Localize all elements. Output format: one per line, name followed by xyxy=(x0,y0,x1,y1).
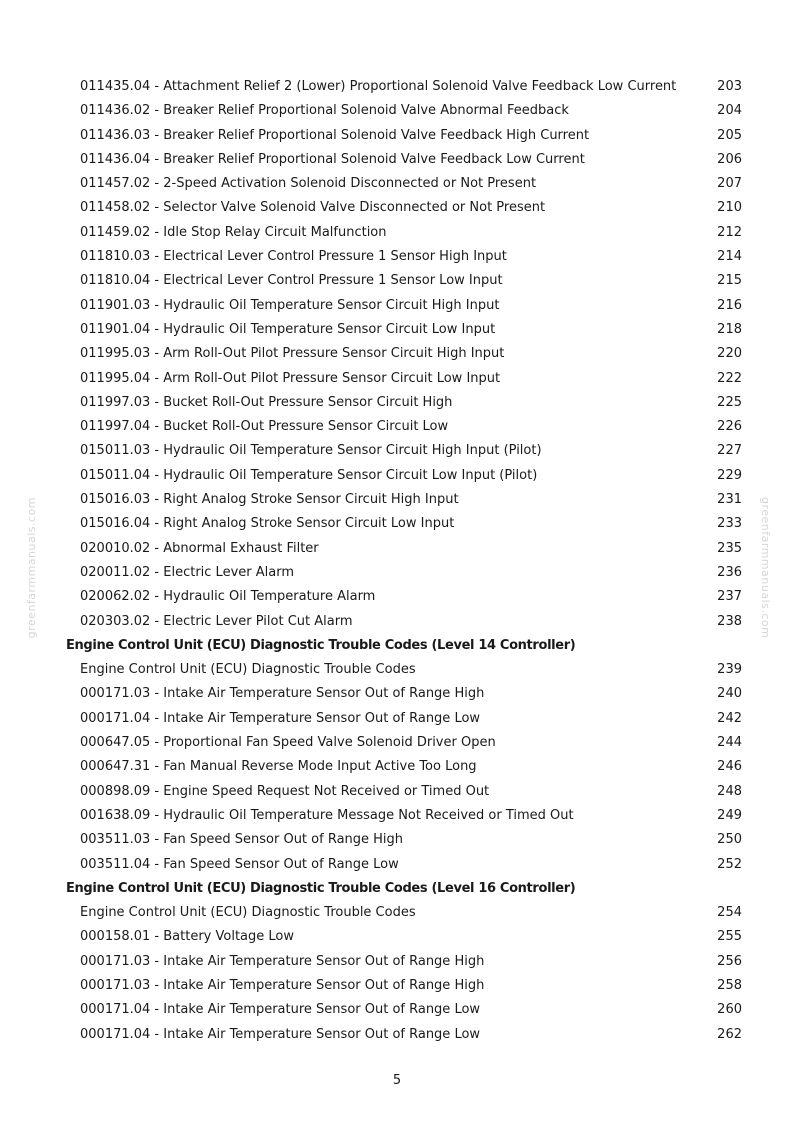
page-number: 5 xyxy=(392,1073,402,1088)
toc-entry-title: 015016.04 - Right Analog Stroke Sensor Circuit Low Input xyxy=(80,516,455,532)
toc-page-number: 222 xyxy=(717,370,742,386)
toc-entry[interactable] xyxy=(0,998,794,1022)
toc-entry-title: 000898.09 - Engine Speed Request Not Received or Timed Out xyxy=(80,783,490,799)
toc-entry[interactable] xyxy=(0,415,794,439)
toc-entry[interactable] xyxy=(0,342,794,366)
toc-page-number: 244 xyxy=(717,735,742,751)
toc-page-number: 207 xyxy=(717,176,742,192)
toc-entry[interactable] xyxy=(0,828,794,852)
table-of-contents xyxy=(0,75,794,1047)
toc-entry-title: 000171.04 - Intake Air Temperature Sensor Out of Range Low xyxy=(80,1026,481,1042)
toc-entry[interactable] xyxy=(0,488,794,512)
toc-entry-title: 011436.02 - Breaker Relief Proportional Solenoid Valve Abnormal Feedback xyxy=(80,103,569,119)
toc-entry[interactable] xyxy=(0,269,794,293)
toc-entry[interactable] xyxy=(0,755,794,779)
toc-page-number: 250 xyxy=(717,832,742,848)
toc-entry-title: 011997.03 - Bucket Roll-Out Pressure Sensor Circuit High xyxy=(80,394,453,410)
toc-entry[interactable] xyxy=(0,658,794,682)
toc-heading-title: Engine Control Unit (ECU) Diagnostic Trouble Codes (Level 16 Controller) xyxy=(66,880,576,896)
toc-entry[interactable] xyxy=(0,318,794,342)
toc-entry[interactable] xyxy=(0,804,794,828)
toc-entry-title: 000171.03 - Intake Air Temperature Sensor Out of Range High xyxy=(80,953,485,969)
toc-entry[interactable] xyxy=(0,610,794,634)
toc-entry-title: 011436.04 - Breaker Relief Proportional Solenoid Valve Feedback Low Current xyxy=(80,151,585,167)
toc-page-number: 215 xyxy=(717,273,742,289)
toc-entry[interactable] xyxy=(0,731,794,755)
toc-entry-title: 015011.04 - Hydraulic Oil Temperature Sensor Circuit Low Input (Pilot) xyxy=(80,467,538,483)
toc-page-number: 254 xyxy=(717,905,742,921)
toc-page-number: 246 xyxy=(717,759,742,775)
toc-entry[interactable] xyxy=(0,901,794,925)
toc-page-number: 239 xyxy=(717,662,742,678)
toc-entry[interactable] xyxy=(0,512,794,536)
toc-entry[interactable] xyxy=(0,1023,794,1047)
toc-entry-title: 011995.04 - Arm Roll-Out Pilot Pressure Sensor Circuit Low Input xyxy=(80,370,501,386)
toc-page-number: 225 xyxy=(717,394,742,410)
toc-entry-title: Engine Control Unit (ECU) Diagnostic Trouble Codes xyxy=(80,662,416,678)
toc-entry-title: 000647.05 - Proportional Fan Speed Valve Solenoid Driver Open xyxy=(80,735,496,751)
toc-page-number: 262 xyxy=(717,1026,742,1042)
toc-section-heading[interactable] xyxy=(0,877,794,901)
toc-page-number: 260 xyxy=(717,1002,742,1018)
toc-entry-title: 011458.02 - Selector Valve Solenoid Valve Disconnected or Not Present xyxy=(80,200,546,216)
toc-entry[interactable] xyxy=(0,439,794,463)
toc-entry-title: 015011.03 - Hydraulic Oil Temperature Sensor Circuit High Input (Pilot) xyxy=(80,443,542,459)
toc-entry[interactable] xyxy=(0,99,794,123)
toc-entry[interactable] xyxy=(0,294,794,318)
toc-entry[interactable] xyxy=(0,75,794,99)
toc-entry-title: 020062.02 - Hydraulic Oil Temperature Alarm xyxy=(80,589,376,605)
toc-page-number: 255 xyxy=(717,929,742,945)
toc-entry-title: 011457.02 - 2-Speed Activation Solenoid Disconnected or Not Present xyxy=(80,176,537,192)
toc-entry[interactable] xyxy=(0,974,794,998)
toc-entry-title: 000158.01 - Battery Voltage Low xyxy=(80,929,294,945)
toc-page-number: 235 xyxy=(717,540,742,556)
toc-entry[interactable] xyxy=(0,950,794,974)
toc-entry[interactable] xyxy=(0,853,794,877)
toc-page-number: 204 xyxy=(717,103,742,119)
toc-page-number: 210 xyxy=(717,200,742,216)
toc-entry[interactable] xyxy=(0,925,794,949)
toc-page-number: 229 xyxy=(717,467,742,483)
toc-entry-title: 011459.02 - Idle Stop Relay Circuit Malfunction xyxy=(80,224,387,240)
toc-entry-title: 020010.02 - Abnormal Exhaust Filter xyxy=(80,540,319,556)
toc-entry-title: 000171.04 - Intake Air Temperature Sensor Out of Range Low xyxy=(80,710,481,726)
toc-page-number: 242 xyxy=(717,710,742,726)
watermark-right: greenfarmmanuals.com xyxy=(759,497,772,639)
toc-entry-title: 000171.03 - Intake Air Temperature Sensor Out of Range High xyxy=(80,686,485,702)
watermark-left: greenfarmmanuals.com xyxy=(25,497,38,639)
toc-entry-title: 003511.03 - Fan Speed Sensor Out of Range High xyxy=(80,832,404,848)
toc-page-number: 205 xyxy=(717,127,742,143)
toc-page-number: 258 xyxy=(717,977,742,993)
toc-page-number: 226 xyxy=(717,419,742,435)
toc-page-number: 220 xyxy=(717,346,742,362)
toc-entry-title: 003511.04 - Fan Speed Sensor Out of Range Low xyxy=(80,856,399,872)
toc-page-number: 212 xyxy=(717,224,742,240)
toc-entry[interactable] xyxy=(0,682,794,706)
toc-entry-title: 020303.02 - Electric Lever Pilot Cut Alarm xyxy=(80,613,353,629)
toc-page-number: 218 xyxy=(717,321,742,337)
toc-entry-title: 011810.03 - Electrical Lever Control Pressure 1 Sensor High Input xyxy=(80,249,507,265)
toc-page-number: 227 xyxy=(717,443,742,459)
toc-page-number: 203 xyxy=(717,79,742,94)
toc-entry-title: 011901.04 - Hydraulic Oil Temperature Sensor Circuit Low Input xyxy=(80,321,496,337)
toc-entry[interactable] xyxy=(0,221,794,245)
toc-page-number: 206 xyxy=(717,151,742,167)
toc-page-number: 238 xyxy=(717,613,742,629)
toc-entry-title: 000171.03 - Intake Air Temperature Sensor Out of Range High xyxy=(80,977,485,993)
toc-entry-title: 015016.03 - Right Analog Stroke Sensor Circuit High Input xyxy=(80,492,459,508)
toc-page-number: 237 xyxy=(717,589,742,605)
toc-entry[interactable] xyxy=(0,780,794,804)
toc-entry[interactable] xyxy=(0,464,794,488)
toc-page-number: 248 xyxy=(717,783,742,799)
toc-entry[interactable] xyxy=(0,196,794,220)
toc-section-heading[interactable] xyxy=(0,634,794,658)
toc-page-number: 216 xyxy=(717,297,742,313)
toc-entry[interactable] xyxy=(0,367,794,391)
toc-page-number: 236 xyxy=(717,564,742,580)
toc-entry[interactable] xyxy=(0,148,794,172)
toc-entry-title: 000647.31 - Fan Manual Reverse Mode Input Active Too Long xyxy=(80,759,477,775)
toc-entry[interactable] xyxy=(0,561,794,585)
toc-page-number: 231 xyxy=(717,492,742,508)
toc-entry[interactable] xyxy=(0,585,794,609)
toc-page-number: 233 xyxy=(717,516,742,532)
toc-entry[interactable] xyxy=(0,172,794,196)
toc-entry-title: 011997.04 - Bucket Roll-Out Pressure Sensor Circuit Low xyxy=(80,419,449,435)
toc-page-number: 252 xyxy=(717,856,742,872)
toc-entry[interactable] xyxy=(0,124,794,148)
toc-entry[interactable] xyxy=(0,391,794,415)
toc-entry-title: 011436.03 - Breaker Relief Proportional Solenoid Valve Feedback High Current xyxy=(80,127,590,143)
toc-entry-title: 011995.03 - Arm Roll-Out Pilot Pressure Sensor Circuit High Input xyxy=(80,346,505,362)
toc-entry-title: 011435.04 - Attachment Relief 2 (Lower) Proportional Solenoid Valve Feedback Low Current xyxy=(80,79,677,94)
toc-entry-title: 011810.04 - Electrical Lever Control Pressure 1 Sensor Low Input xyxy=(80,273,503,289)
toc-entry[interactable] xyxy=(0,707,794,731)
toc-entry-title: 020011.02 - Electric Lever Alarm xyxy=(80,564,294,580)
toc-entry-title: 001638.09 - Hydraulic Oil Temperature Message Not Received or Timed Out xyxy=(80,807,574,823)
toc-page-number: 256 xyxy=(717,953,742,969)
toc-entry-title: Engine Control Unit (ECU) Diagnostic Trouble Codes xyxy=(80,905,416,921)
toc-heading-title: Engine Control Unit (ECU) Diagnostic Trouble Codes (Level 14 Controller) xyxy=(66,637,576,653)
toc-entry-title: 000171.04 - Intake Air Temperature Sensor Out of Range Low xyxy=(80,1002,481,1018)
toc-entry[interactable] xyxy=(0,245,794,269)
toc-page-number: 240 xyxy=(717,686,742,702)
toc-entry[interactable] xyxy=(0,537,794,561)
toc-entry-title: 011901.03 - Hydraulic Oil Temperature Sensor Circuit High Input xyxy=(80,297,500,313)
toc-page-number: 214 xyxy=(717,249,742,265)
toc-page-number: 249 xyxy=(717,807,742,823)
